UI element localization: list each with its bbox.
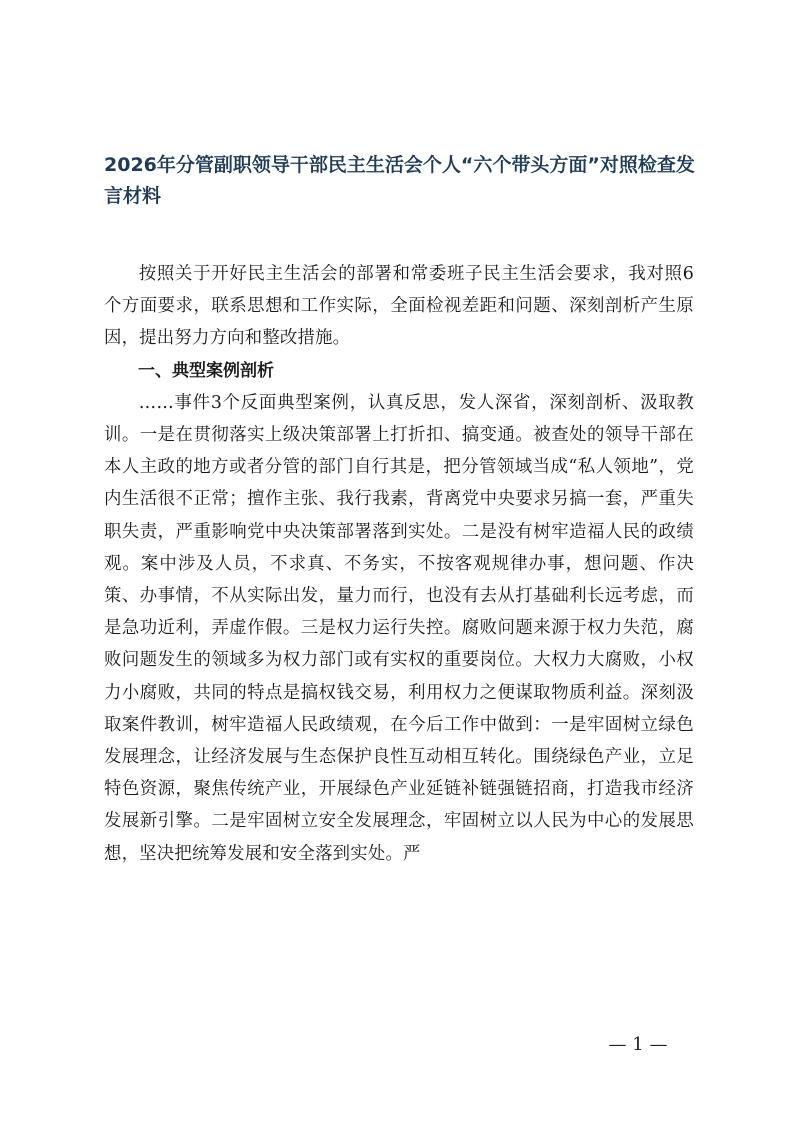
case-analysis-paragraph: ……事件3个反面典型案例，认真反思，发人深省，深刻剖析、汲取教训。一是在贯彻落实上级决策部署上打折扣、搞变通。被查处的领导干部在本人主政的地方或者分管的部门自行其是，把分管领域当成“私人领地”，党内生活很不正常；擅作主张、我行我素，背离党中央要求另搞一套，严重失职失责，严重影响党中央决策部署落到实处。二是没有树牢造福人民的政绩观。案中涉及人员，不求真、不务实，不按客观规律办事，想问题、作决策、办事情，不从实际出发，量力而行，也没有去从打基础利长远考虑，而是急功近利，弄虚作假。三是权力运行失控。腐败问题来源于权力失范，腐败问题发生的领域多为权力部门或有实权的重要岗位。大权力大腐败，小权力小腐败，共同的特点是搞权钱交易，利用权力之便谋取物质利益。深刻汲取案件教训，树牢造福人民政绩观，在今后工作中做到：一是牢固树立绿色发展理念，让经济发展与生态保护良性互动相互转化。围绕绿色产业，立足特色资源，聚焦传统产业，开展绿色产业延链补链强链招商，打造我市经济发展新引擎。二是牢固树立安全发展理念，牢固树立以人民为中心的发展思想，坚决把统筹发展和安全落到实处。严 (104, 392, 694, 864)
page-number: — 1 — (608, 1034, 668, 1055)
section-heading-case-analysis: 一、典型案例剖析 (138, 360, 274, 381)
intro-paragraph: 按照关于开好民主生活会的部署和常委班子民主生活会要求，我对照6个方面要求，联系思想和工作实际，全面检视差距和问题、深刻剖析产生原因，提出努力方向和整改措施。 (104, 264, 694, 349)
document-body (104, 258, 694, 870)
document-title: 2026年分管副职领导干部民主生活会个人“六个带头方面”对照检查发言材料 (104, 154, 695, 207)
